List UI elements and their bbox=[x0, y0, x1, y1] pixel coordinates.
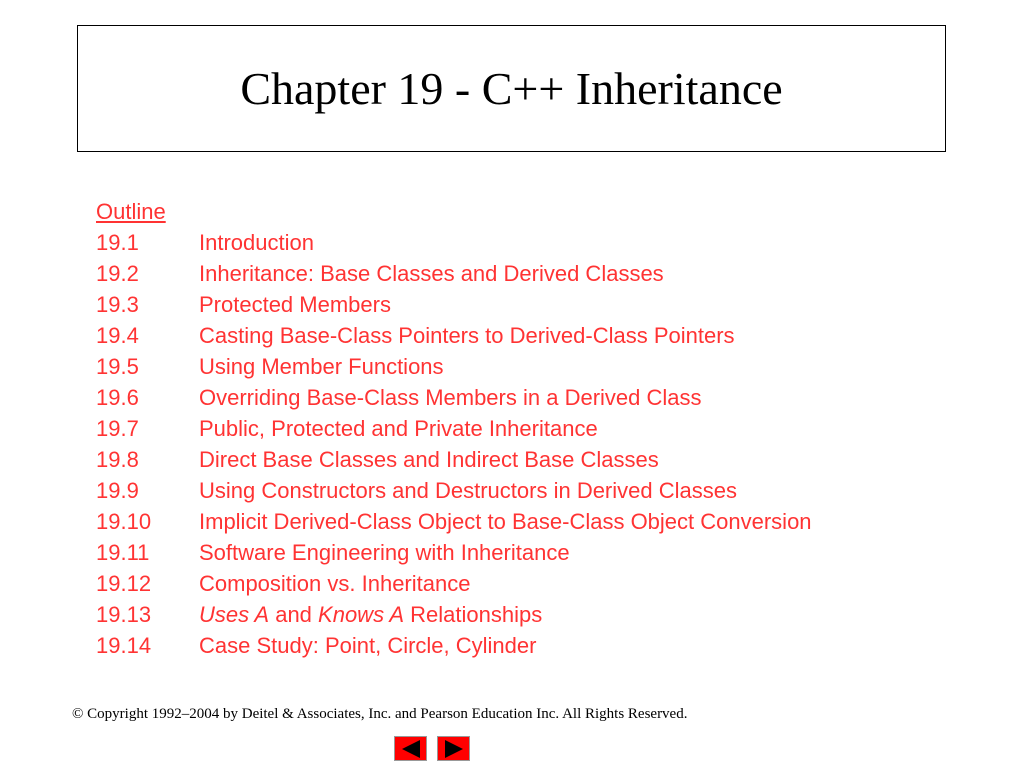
item-title: Casting Base-Class Pointers to Derived-Class Pointers bbox=[199, 323, 735, 348]
outline-item-19-5[interactable] bbox=[96, 351, 996, 382]
item-number: 19.9 bbox=[96, 478, 139, 503]
outline-item-19-3[interactable] bbox=[96, 289, 996, 320]
outline-item-19-9[interactable] bbox=[96, 475, 996, 506]
item-title-relationships: Relationships bbox=[404, 602, 543, 627]
outline-item-19-8[interactable] bbox=[96, 444, 996, 475]
outline-item-19-4[interactable] bbox=[96, 320, 996, 351]
item-title: Public, Protected and Private Inheritance bbox=[199, 416, 598, 441]
item-title: Inheritance: Base Classes and Derived Classes bbox=[199, 261, 664, 286]
copyright-notice: © Copyright 1992–2004 by Deitel & Associates, Inc. and Pearson Education Inc. All Rights Reserved. bbox=[72, 706, 688, 722]
item-title: Using Member Functions bbox=[199, 354, 444, 379]
item-number: 19.1 bbox=[96, 230, 139, 255]
item-number: 19.2 bbox=[96, 261, 139, 286]
item-number: 19.10 bbox=[96, 509, 152, 534]
outline-item-19-6[interactable] bbox=[96, 382, 996, 413]
item-number: 19.7 bbox=[96, 416, 139, 441]
item-number: 19.13 bbox=[96, 602, 152, 627]
left-arrow-icon bbox=[402, 740, 420, 758]
item-number: 19.8 bbox=[96, 447, 139, 472]
item-title: Introduction bbox=[199, 230, 314, 255]
outline bbox=[96, 196, 996, 661]
outline-item-19-11[interactable] bbox=[96, 537, 996, 568]
item-title: Using Constructors and Destructors in Derived Classes bbox=[199, 478, 737, 503]
outline-item-19-2[interactable] bbox=[96, 258, 996, 289]
item-number: 19.4 bbox=[96, 323, 139, 348]
outline-list bbox=[96, 227, 996, 661]
slide-title: Chapter 19 - C++ Inheritance bbox=[240, 62, 783, 114]
outline-item-19-14[interactable] bbox=[96, 630, 996, 661]
item-number: 19.14 bbox=[96, 633, 152, 658]
item-title: Protected Members bbox=[199, 292, 391, 317]
outline-item-19-1[interactable] bbox=[96, 227, 996, 258]
item-title-and: and bbox=[269, 602, 319, 627]
outline-item-19-10[interactable] bbox=[96, 506, 996, 537]
item-title: Case Study: Point, Circle, Cylinder bbox=[199, 633, 537, 658]
item-title-italic-uses-a: Uses A bbox=[199, 602, 270, 627]
item-title: Software Engineering with Inheritance bbox=[199, 540, 570, 565]
item-number: 19.5 bbox=[96, 354, 139, 379]
item-title: Implicit Derived-Class Object to Base-Class Object Conversion bbox=[199, 509, 812, 534]
item-title: Overriding Base-Class Members in a Derived Class bbox=[199, 385, 702, 410]
title-box bbox=[77, 25, 946, 152]
item-title: Direct Base Classes and Indirect Base Classes bbox=[199, 447, 659, 472]
outline-item-19-7[interactable] bbox=[96, 413, 996, 444]
outline-item-19-12[interactable] bbox=[96, 568, 996, 599]
item-title-italic-knows-a: Knows A bbox=[318, 602, 405, 627]
item-title: Composition vs. Inheritance bbox=[199, 571, 471, 596]
right-arrow-icon bbox=[445, 740, 463, 758]
next-slide-button[interactable] bbox=[437, 736, 470, 761]
outline-link[interactable]: Outline bbox=[96, 199, 166, 224]
previous-slide-button[interactable] bbox=[394, 736, 427, 761]
item-title bbox=[199, 599, 542, 630]
item-number: 19.3 bbox=[96, 292, 139, 317]
item-number: 19.12 bbox=[96, 571, 152, 596]
item-number: 19.11 bbox=[96, 540, 150, 565]
item-number: 19.6 bbox=[96, 385, 139, 410]
outline-item-19-13[interactable] bbox=[96, 599, 996, 630]
